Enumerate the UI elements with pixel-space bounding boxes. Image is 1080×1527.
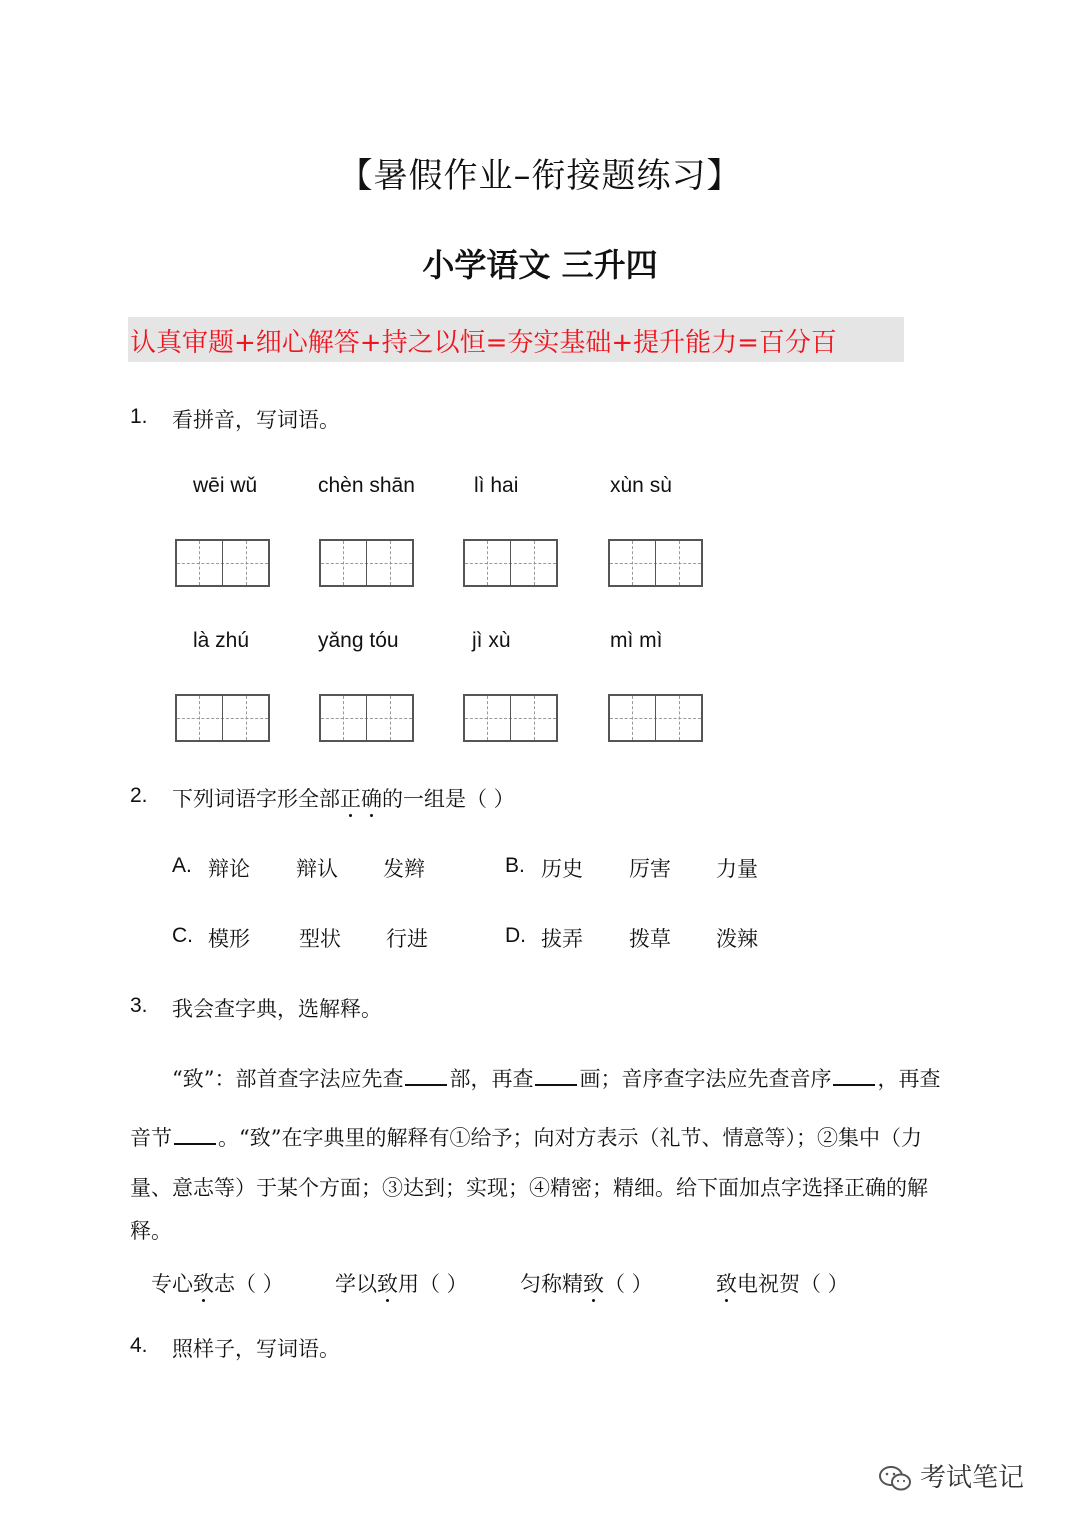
option-b-letter: B. [505,854,525,877]
option-d-letter: D. [505,924,526,947]
option-word: 发辫 [383,857,425,881]
question-1-number: 1. [130,405,148,428]
dictionary-paragraph-line: “致”：部首查字法应先查 部，再查 画；音序查字法应先查音序 ，再查 [172,1067,941,1091]
fill-blank[interactable] [535,1066,577,1086]
pinyin-label: jì xù [472,629,511,652]
meaning-choice-item: 匀称精致（ ） [520,1272,653,1296]
fill-blank[interactable] [833,1066,875,1086]
question-2-text: 下列词语字形全部正确的一组是（ ） [172,787,515,811]
pinyin-label: là zhú [193,629,250,652]
writing-grid[interactable] [175,694,270,742]
watermark-text: 考试笔记 [920,1463,1025,1493]
writing-grid[interactable] [608,539,703,587]
meaning-choice-item: 专心致志（ ） [151,1272,284,1296]
page-title: 【暑假作业–衔接题练习】 [338,156,742,196]
question-2-number: 2. [130,784,148,807]
pinyin-label: chèn shān [318,474,415,497]
slogan-text: 认真审题+细心解答+持之以恒=夯实基础+提升能力=百分百 [130,328,837,358]
option-a-letter: A. [172,854,192,877]
option-word: 型状 [299,927,341,951]
pinyin-label: lì hai [474,474,519,497]
fill-blank[interactable] [405,1066,447,1086]
pinyin-label: mì mì [610,629,663,652]
question-3-number: 3. [130,994,148,1017]
question-3-text: 我会查字典，选解释。 [172,997,382,1021]
fill-blank[interactable] [174,1125,216,1145]
writing-grid[interactable] [608,694,703,742]
option-word: 辩论 [208,857,250,881]
dictionary-paragraph-line: 音节 。“致”在字典里的解释有①给予；向对方表示（礼节、情意等）；②集中（力 [130,1126,922,1150]
wechat-icon [878,1465,912,1493]
question-4-text: 照样子，写词语。 [172,1337,340,1361]
option-word: 模形 [208,927,250,951]
option-word: 厉害 [629,857,671,881]
meaning-choice-item: 学以致用（ ） [335,1272,468,1296]
pinyin-label: wēi wǔ [193,474,258,497]
writing-grid[interactable] [319,539,414,587]
writing-grid[interactable] [463,539,558,587]
option-word: 力量 [716,857,758,881]
option-word: 拨草 [629,927,671,951]
option-word: 泼辣 [716,927,758,951]
question-1-text: 看拼音，写词语。 [172,408,340,432]
option-word: 辩认 [296,857,338,881]
pinyin-label: yǎng tóu [318,629,399,652]
writing-grid[interactable] [175,539,270,587]
watermark [878,1457,1024,1494]
option-word: 行进 [386,927,428,951]
meaning-choice-item: 致电祝贺（ ） [716,1272,849,1296]
writing-grid[interactable] [463,694,558,742]
option-word: 拔弄 [541,927,583,951]
dictionary-paragraph-line: 量、意志等）于某个方面；③达到；实现；④精密；精细。给下面加点字选择正确的解 [130,1176,928,1200]
option-c-letter: C. [172,924,193,947]
page-subtitle: 小学语文 三升四 [422,246,658,284]
option-word: 历史 [541,857,583,881]
question-4-number: 4. [130,1334,148,1357]
dictionary-paragraph-line: 释。 [130,1219,172,1243]
pinyin-label: xùn sù [610,474,672,497]
writing-grid[interactable] [319,694,414,742]
